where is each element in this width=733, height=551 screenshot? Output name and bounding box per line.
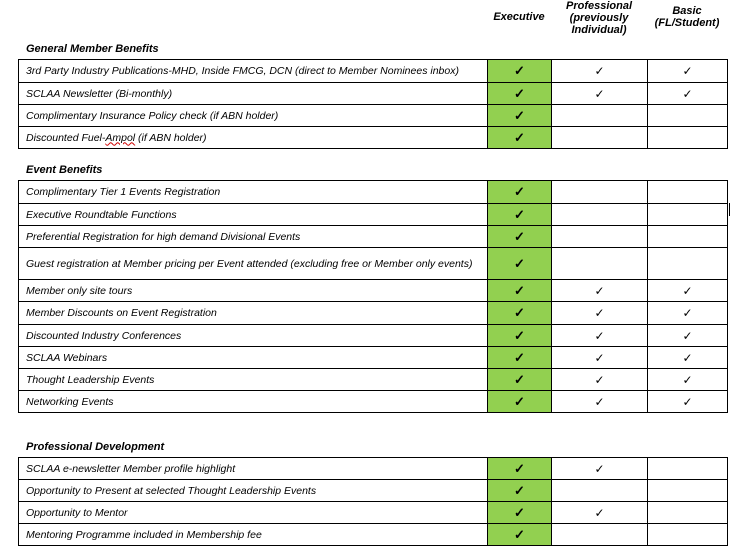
check-icon: ✓ xyxy=(594,505,605,520)
check-icon: ✓ xyxy=(594,350,605,365)
check-icon: ✓ xyxy=(514,393,525,409)
basic-cell xyxy=(648,369,728,391)
executive-cell xyxy=(488,347,552,369)
check-icon: ✓ xyxy=(682,328,693,343)
executive-cell xyxy=(488,524,552,546)
section-title-professional-development: Professional Development xyxy=(26,441,165,453)
table-row xyxy=(19,83,728,105)
table-event-benefits xyxy=(18,180,728,413)
check-icon: ✓ xyxy=(594,328,605,343)
basic-cell xyxy=(648,458,728,480)
professional-cell xyxy=(552,391,648,413)
check-icon: ✓ xyxy=(514,107,525,123)
benefit-label xyxy=(19,280,488,302)
benefit-label-text: Mentoring Programme included in Membership fee xyxy=(26,528,262,541)
header-basic-line1: Basic xyxy=(672,5,702,17)
professional-cell xyxy=(552,369,648,391)
professional-cell xyxy=(552,83,648,105)
check-icon: ✓ xyxy=(514,504,525,520)
header-basic xyxy=(647,5,727,29)
professional-cell xyxy=(552,105,648,127)
check-icon: ✓ xyxy=(594,372,605,387)
table-row xyxy=(19,480,728,502)
table-row xyxy=(19,127,728,149)
check-icon: ✓ xyxy=(514,206,525,222)
check-icon: ✓ xyxy=(682,283,693,298)
benefit-label xyxy=(19,226,488,248)
section-title-event: Event Benefits xyxy=(26,164,103,176)
check-icon: ✓ xyxy=(514,460,525,476)
check-icon: ✓ xyxy=(514,184,525,199)
executive-cell xyxy=(488,105,552,127)
basic-cell xyxy=(648,226,728,248)
benefit-label xyxy=(19,325,488,347)
professional-cell xyxy=(552,347,648,369)
professional-cell xyxy=(552,127,648,149)
executive-cell xyxy=(488,204,552,226)
professional-cell xyxy=(552,280,648,302)
professional-cell xyxy=(552,302,648,325)
benefit-label-text: Executive Roundtable Functions xyxy=(26,208,177,221)
benefit-label xyxy=(19,391,488,413)
table-row xyxy=(19,524,728,546)
executive-cell xyxy=(488,391,552,413)
benefit-label xyxy=(19,83,488,105)
table-general-benefits xyxy=(18,59,728,149)
table-row xyxy=(19,60,728,83)
table-row xyxy=(19,226,728,248)
basic-cell xyxy=(648,83,728,105)
check-icon: ✓ xyxy=(514,63,525,78)
executive-cell xyxy=(488,60,552,83)
table-row xyxy=(19,105,728,127)
professional-cell xyxy=(552,502,648,524)
check-icon: ✓ xyxy=(514,526,525,542)
professional-cell xyxy=(552,181,648,204)
table-row xyxy=(19,248,728,280)
benefit-label-text: Thought Leadership Events xyxy=(26,373,155,386)
check-icon: ✓ xyxy=(514,255,525,271)
benefit-label xyxy=(19,181,488,204)
benefit-label xyxy=(19,127,488,149)
table-professional-development xyxy=(18,457,728,546)
executive-cell xyxy=(488,127,552,149)
check-icon: ✓ xyxy=(514,327,525,343)
executive-cell xyxy=(488,226,552,248)
check-icon: ✓ xyxy=(514,85,525,101)
benefit-label-text: Opportunity to Present at selected Thought Leadership Events xyxy=(26,484,317,497)
executive-cell xyxy=(488,280,552,302)
benefit-label-text: 3rd Party Industry Publications-MHD, Inside FMCG, DCN (direct to Member Nominees inbox) xyxy=(26,65,459,77)
header-professional-line1: Professional xyxy=(565,0,633,12)
executive-cell xyxy=(488,181,552,204)
benefit-label xyxy=(19,524,488,546)
executive-cell xyxy=(488,83,552,105)
basic-cell xyxy=(648,347,728,369)
benefit-label-text: SCLAA e-newsletter Member profile highlight xyxy=(26,462,236,475)
benefit-label-text: Member Discounts on Event Registration xyxy=(26,307,217,319)
benefit-label xyxy=(19,347,488,369)
check-icon: ✓ xyxy=(682,86,693,101)
basic-cell xyxy=(648,181,728,204)
table-row xyxy=(19,391,728,413)
table-row xyxy=(19,181,728,204)
table-row xyxy=(19,502,728,524)
table-row xyxy=(19,325,728,347)
basic-cell xyxy=(648,127,728,149)
professional-cell xyxy=(552,458,648,480)
check-icon: ✓ xyxy=(514,228,525,244)
check-icon: ✓ xyxy=(514,305,525,320)
basic-cell xyxy=(648,204,728,226)
basic-cell xyxy=(648,60,728,83)
benefit-label-text: Complimentary Insurance Policy check (if ABN holder) xyxy=(26,109,279,122)
benefit-label xyxy=(19,458,488,480)
benefit-label-text: SCLAA Newsletter (Bi-monthly) xyxy=(26,87,173,100)
basic-cell xyxy=(648,524,728,546)
benefit-label xyxy=(19,502,488,524)
professional-cell xyxy=(552,60,648,83)
check-icon: ✓ xyxy=(594,306,605,320)
basic-cell xyxy=(648,248,728,280)
benefit-label xyxy=(19,204,488,226)
executive-cell xyxy=(488,369,552,391)
benefit-label xyxy=(19,302,488,325)
professional-cell xyxy=(552,248,648,280)
professional-cell xyxy=(552,325,648,347)
spellcheck-underline: Ampol xyxy=(105,131,136,144)
benefit-label-text: Opportunity to Mentor xyxy=(26,506,128,519)
header-professional-line2: (previously xyxy=(569,12,629,24)
executive-cell xyxy=(488,248,552,280)
basic-cell xyxy=(648,280,728,302)
executive-cell xyxy=(488,480,552,502)
table-row xyxy=(19,458,728,480)
benefit-label-text: SCLAA Webinars xyxy=(26,351,108,364)
header-executive: Executive xyxy=(493,11,545,23)
benefit-label xyxy=(19,369,488,391)
professional-cell xyxy=(552,204,648,226)
benefit-label-text: Discounted Industry Conferences xyxy=(26,329,182,342)
header-basic-line2: (FL/Student) xyxy=(654,17,720,29)
benefit-label-text: Complimentary Tier 1 Events Registration xyxy=(26,186,221,198)
basic-cell xyxy=(648,302,728,325)
check-icon: ✓ xyxy=(514,129,525,145)
check-icon: ✓ xyxy=(514,282,525,298)
benefit-label xyxy=(19,60,488,83)
table-row xyxy=(19,369,728,391)
check-icon: ✓ xyxy=(594,283,605,298)
executive-cell xyxy=(488,325,552,347)
text-cursor xyxy=(729,203,730,216)
table-row xyxy=(19,204,728,226)
check-icon: ✓ xyxy=(514,349,525,365)
benefit-label-text: Preferential Registration for high demand Divisional Events xyxy=(26,230,301,243)
basic-cell xyxy=(648,325,728,347)
benefit-label xyxy=(19,480,488,502)
professional-cell xyxy=(552,480,648,502)
check-icon: ✓ xyxy=(594,394,605,409)
executive-cell xyxy=(488,302,552,325)
check-icon: ✓ xyxy=(682,350,693,365)
benefit-label-text: Networking Events xyxy=(26,395,114,408)
table-row xyxy=(19,302,728,325)
check-icon: ✓ xyxy=(514,482,525,498)
table-row xyxy=(19,347,728,369)
check-icon: ✓ xyxy=(682,372,693,387)
check-icon: ✓ xyxy=(514,371,525,387)
check-icon: ✓ xyxy=(682,394,693,409)
executive-cell xyxy=(488,458,552,480)
header-professional xyxy=(551,0,647,36)
professional-cell xyxy=(552,226,648,248)
check-icon: ✓ xyxy=(682,64,693,78)
basic-cell xyxy=(648,105,728,127)
benefit-label-text: Guest registration at Member pricing per Event attended (excluding free or Member only events) xyxy=(26,257,473,270)
basic-cell xyxy=(648,502,728,524)
basic-cell xyxy=(648,391,728,413)
basic-cell xyxy=(648,480,728,502)
professional-cell xyxy=(552,524,648,546)
header-professional-line3: Individual) xyxy=(571,24,627,36)
benefit-label xyxy=(19,248,488,280)
table-row xyxy=(19,280,728,302)
benefit-label xyxy=(19,105,488,127)
benefit-label-text: Discounted Fuel-Ampol (if ABN holder) xyxy=(26,131,207,144)
check-icon: ✓ xyxy=(594,64,605,78)
check-icon: ✓ xyxy=(594,461,605,476)
benefit-label-text: Member only site tours xyxy=(26,284,133,297)
section-title-general: General Member Benefits xyxy=(26,43,159,55)
check-icon: ✓ xyxy=(682,306,693,320)
check-icon: ✓ xyxy=(594,86,605,101)
executive-cell xyxy=(488,502,552,524)
